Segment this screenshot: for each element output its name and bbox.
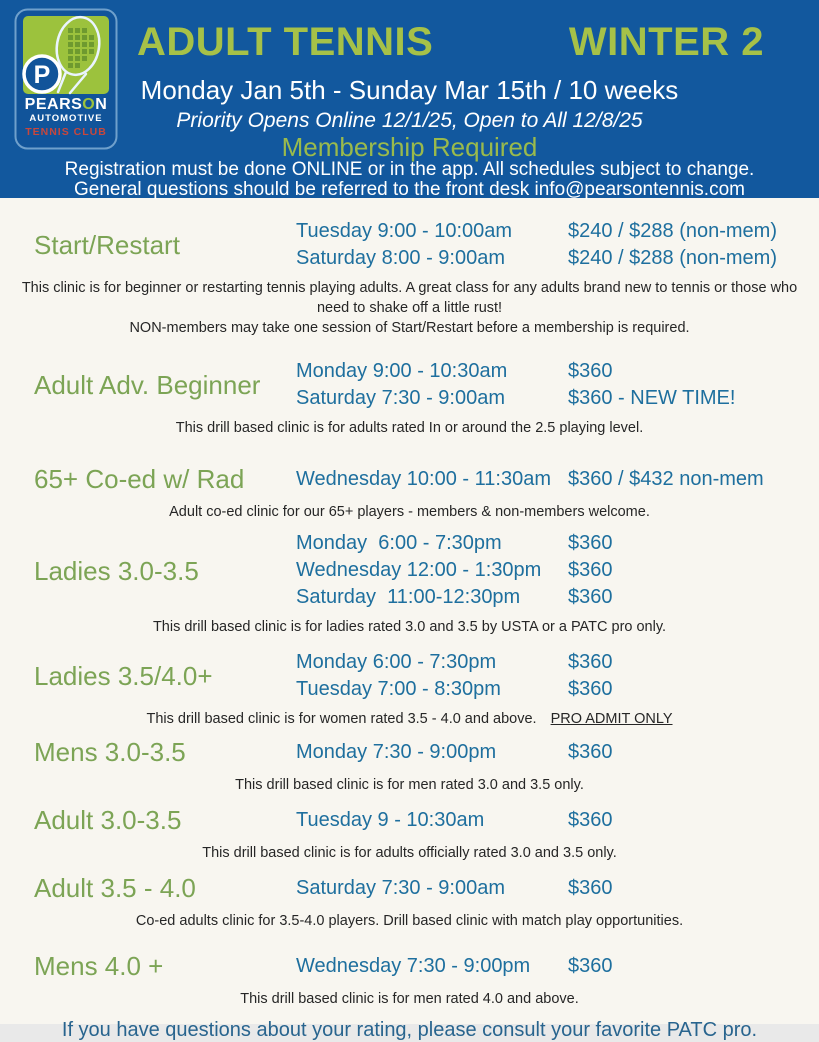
section-description: Co-ed adults clinic for 3.5-4.0 players. Drill based clinic with match play opportunities. bbox=[135, 913, 684, 929]
section-title: 65+ Co-ed w/ Rad bbox=[34, 464, 245, 494]
section-description: This drill based clinic is for men rated 4.0 and above. bbox=[240, 991, 579, 1007]
session-row bbox=[296, 807, 819, 834]
schedule bbox=[296, 953, 819, 980]
session-time: Wednesday 10:00 - 11:30am bbox=[296, 467, 551, 490]
session-row bbox=[296, 358, 819, 385]
session-row bbox=[296, 218, 819, 245]
session-price: $360 bbox=[568, 740, 613, 763]
session-time: Tuesday 9:00 - 10:00am bbox=[296, 220, 513, 242]
session-time: Saturday 8:00 - 9:00am bbox=[296, 247, 506, 269]
logo-monogram: P bbox=[33, 61, 51, 89]
hero-header bbox=[0, 0, 819, 201]
section-title: Adult 3.0-3.5 bbox=[34, 805, 182, 835]
session-time: Monday 7:30 - 9:00pm bbox=[296, 740, 497, 763]
section-adult-30-35 bbox=[0, 803, 819, 863]
session-row bbox=[296, 649, 819, 676]
session-time: Tuesday 9 - 10:30am bbox=[296, 808, 485, 831]
registration-note-2: General questions should be referred to the front desk info@pearsontennis.com bbox=[74, 179, 745, 201]
session-price: $360 bbox=[568, 586, 613, 608]
session-price: $240 / $288 (non-mem) bbox=[568, 220, 778, 242]
logo-automotive: AUTOMOTIVE bbox=[29, 113, 103, 124]
section-description: Adult co-ed clinic for our 65+ players - members & non-members welcome. bbox=[169, 504, 650, 520]
priority-note: Priority Opens Online 12/1/25, Open to All 12/8/25 bbox=[176, 109, 643, 132]
logo-club-name: PEARSON bbox=[24, 96, 108, 113]
session-price: $240 / $288 (non-mem) bbox=[568, 247, 778, 269]
section-title: Adult 3.5 - 4.0 bbox=[34, 873, 196, 903]
session-name: WINTER 2 bbox=[568, 20, 764, 64]
schedule bbox=[296, 218, 819, 272]
session-price: $360 bbox=[568, 954, 613, 977]
session-price: $360 bbox=[568, 651, 613, 673]
section-description: This drill based clinic is for adults rated In or around the 2.5 playing level. bbox=[175, 420, 644, 436]
section-description: This clinic is for beginner or restarting tennis playing adults. A great class for any adults brand new to tennis or those who need to shake off a little rust! NON-members may take one session of Start/Restart before a membership is required. bbox=[21, 280, 798, 336]
schedule bbox=[296, 466, 819, 493]
section-description bbox=[0, 709, 819, 729]
session-time: Wednesday 12:00 - 1:30pm bbox=[296, 559, 542, 581]
section-ladies-35-40 bbox=[0, 649, 819, 729]
session-price: $360 / $432 non-mem bbox=[568, 467, 764, 490]
schedule bbox=[296, 875, 819, 902]
page-title: ADULT TENNIS bbox=[137, 20, 434, 64]
session-row bbox=[296, 466, 819, 493]
session-row bbox=[296, 530, 819, 557]
session-price: $360 bbox=[568, 559, 613, 581]
session-time: Saturday 7:30 - 9:00am bbox=[296, 387, 506, 409]
section-mens-40-plus bbox=[0, 949, 819, 1009]
pro-admit-only-note: PRO ADMIT ONLY bbox=[550, 711, 673, 727]
session-row bbox=[296, 676, 819, 703]
session-row bbox=[296, 875, 819, 902]
session-time: Monday 6:00 - 7:30pm bbox=[296, 651, 497, 673]
registration-note-1: Registration must be done ONLINE or in the app. All schedules subject to change. bbox=[64, 159, 755, 180]
section-description: This drill based clinic is for ladies rated 3.0 and 3.5 by USTA or a PATC pro only. bbox=[152, 619, 667, 635]
schedule bbox=[296, 807, 819, 834]
section-start-restart bbox=[0, 218, 819, 338]
section-adult-adv-beginner bbox=[0, 358, 819, 438]
schedule bbox=[296, 530, 819, 611]
section-description: This drill based clinic is for men rated 3.0 and 3.5 only. bbox=[235, 777, 584, 793]
section-adult-35-40 bbox=[0, 871, 819, 931]
session-price: $360 bbox=[568, 876, 613, 899]
section-title: Ladies 3.5/4.0+ bbox=[34, 661, 213, 691]
schedule bbox=[296, 358, 819, 412]
schedule bbox=[296, 649, 819, 703]
session-row bbox=[296, 557, 819, 584]
section-65-coed bbox=[0, 462, 819, 522]
session-row bbox=[296, 584, 819, 611]
session-price: $360 bbox=[568, 360, 613, 382]
logo-tennis-club: TENNIS CLUB bbox=[25, 126, 107, 138]
session-row bbox=[296, 385, 819, 412]
hero-title-row bbox=[125, 0, 819, 62]
description-text: This drill based clinic is for women rated 3.5 - 4.0 and above. bbox=[146, 711, 537, 727]
section-title: Start/Restart bbox=[34, 230, 180, 260]
section-title: Ladies 3.0-3.5 bbox=[34, 555, 199, 586]
section-title: Mens 3.0-3.5 bbox=[34, 737, 186, 767]
session-price: $360 bbox=[568, 532, 613, 554]
date-range: Monday Jan 5th - Sunday Mar 15th / 10 weeks bbox=[140, 75, 679, 105]
session-time: Saturday 7:30 - 9:00am bbox=[296, 876, 506, 899]
club-logo-graphic bbox=[14, 8, 118, 150]
section-ladies-30-35 bbox=[0, 530, 819, 637]
session-price: $360 bbox=[568, 678, 613, 700]
section-title: Adult Adv. Beginner bbox=[34, 370, 261, 400]
session-time: Monday 6:00 - 7:30pm bbox=[296, 532, 502, 554]
section-description: This drill based clinic is for adults officially rated 3.0 and 3.5 only. bbox=[202, 845, 617, 861]
session-time: Saturday 11:00-12:30pm bbox=[296, 586, 521, 608]
section-title: Mens 4.0 + bbox=[34, 951, 164, 981]
membership-note: Membership Required bbox=[281, 132, 538, 162]
rating-footer-note: If you have questions about your rating, please consult your favorite PATC pro. bbox=[61, 1019, 758, 1041]
session-row bbox=[296, 245, 819, 272]
session-price: $360 bbox=[568, 808, 613, 831]
session-time: Tuesday 7:00 - 8:30pm bbox=[296, 678, 501, 700]
session-price: $360 - NEW TIME! bbox=[568, 387, 736, 409]
session-row bbox=[296, 739, 819, 766]
session-time: Wednesday 7:30 - 9:00pm bbox=[296, 954, 531, 977]
session-row bbox=[296, 953, 819, 980]
section-mens-30-35 bbox=[0, 735, 819, 795]
session-time: Monday 9:00 - 10:30am bbox=[296, 360, 508, 382]
club-logo bbox=[14, 8, 118, 150]
schedule bbox=[296, 739, 819, 766]
